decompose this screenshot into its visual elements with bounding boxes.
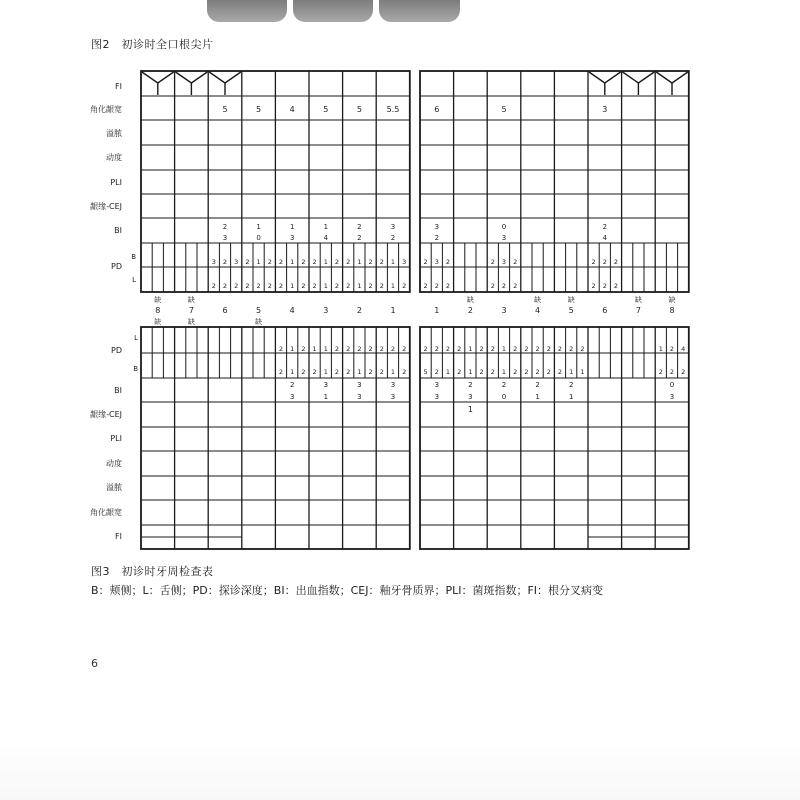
probing-depth-value: 1 (323, 368, 328, 376)
bleeding-index-value: 4 (323, 234, 329, 242)
probing-depth-value: 2 (402, 282, 407, 290)
probing-depth-value: 1 (323, 282, 328, 290)
figure3-caption: 图3 初诊时牙周检查表 (91, 565, 214, 578)
probing-depth-value: 2 (423, 258, 428, 266)
probing-depth-value: 2 (234, 282, 239, 290)
bleeding-index-value: 3 (434, 381, 440, 389)
probing-depth-value: 2 (591, 258, 596, 266)
probing-depth-value: 2 (602, 282, 607, 290)
probing-depth-value: 2 (490, 258, 495, 266)
probing-depth-value: 1 (323, 345, 328, 353)
pd-side-label-l: L (132, 276, 136, 284)
pd-side-label-b: B (133, 365, 138, 373)
probing-depth-value: 2 (357, 345, 362, 353)
probing-depth-value: 3 (434, 258, 439, 266)
lower-row-label: FI (115, 532, 122, 541)
probing-depth-value: 2 (434, 368, 439, 376)
fi-furcation-mark (142, 72, 174, 83)
bleeding-index-value: 3 (289, 393, 295, 401)
probing-depth-value: 2 (245, 258, 250, 266)
probing-depth-value: 1 (501, 345, 507, 353)
probing-depth-value: 4 (681, 345, 686, 353)
probing-depth-value: 2 (457, 368, 462, 376)
probing-depth-value: 2 (591, 282, 596, 290)
keratinized-gingiva-value: 5 (323, 105, 329, 114)
bleeding-index-value: 4 (602, 234, 608, 242)
keratinized-gingiva-value: 5 (256, 105, 262, 114)
lower-row-label: PLI (110, 434, 122, 443)
probing-depth-value: 2 (613, 282, 619, 290)
fi-furcation-mark (623, 72, 655, 83)
fi-furcation-mark (209, 72, 241, 83)
keratinized-gingiva-value: 5.5 (386, 105, 400, 114)
probing-depth-value: 1 (569, 368, 574, 376)
bleeding-index-value: 3 (434, 223, 440, 231)
probing-depth-value: 1 (468, 345, 473, 353)
tooth-number: 7 (188, 306, 194, 315)
upper-row-label: PD (111, 262, 122, 271)
bleeding-index-value: 0 (501, 393, 507, 401)
probing-depth-value: 2 (346, 345, 351, 353)
bleeding-index-value: 0 (669, 381, 675, 389)
keratinized-gingiva-value: 5 (222, 105, 228, 114)
probing-depth-value: 1 (290, 345, 295, 353)
upper-row-label: 角化龈宽 (90, 105, 122, 114)
upper-row-label: FI (115, 82, 122, 91)
probing-depth-value: 2 (513, 345, 518, 353)
probing-depth-value: 2 (301, 368, 306, 376)
tooth-number: 6 (602, 306, 608, 315)
fi-furcation-mark (656, 72, 688, 83)
probing-depth-value: 2 (457, 345, 462, 353)
probing-depth-value: 2 (312, 368, 317, 376)
lower-row-label: 龈缘-CEJ (90, 410, 122, 419)
bleeding-index-value: 3 (390, 223, 396, 231)
tooth-number: 2 (356, 306, 362, 315)
bleeding-index-value: 3 (357, 393, 362, 401)
missing-tooth-mark: 缺 (466, 296, 474, 304)
probing-depth-value: 1 (445, 368, 451, 376)
probing-depth-value: 2 (490, 282, 495, 290)
tooth-number: 1 (390, 306, 396, 315)
probing-depth-value: 2 (490, 368, 495, 376)
probing-depth-value: 1 (357, 368, 362, 376)
tooth-number: 5 (256, 306, 262, 315)
missing-tooth-mark: 缺 (255, 318, 263, 326)
keratinized-gingiva-value: 6 (434, 105, 440, 114)
probing-depth-value: 2 (222, 258, 228, 266)
probing-depth-value: 2 (278, 258, 284, 266)
tooth-number: 4 (535, 306, 541, 315)
tooth-number: 3 (323, 306, 329, 315)
probing-depth-value: 2 (445, 258, 451, 266)
probing-depth-value: 1 (357, 282, 362, 290)
probing-depth-value: 2 (434, 345, 439, 353)
probing-depth-value: 2 (557, 368, 563, 376)
bleeding-index-value: 3 (222, 234, 228, 242)
probing-depth-value: 2 (368, 258, 373, 266)
lower-row-label: 角化龈宽 (90, 508, 122, 517)
tooth-number: 5 (568, 306, 574, 315)
probing-depth-value: 1 (390, 258, 396, 266)
bleeding-index-value: 2 (390, 234, 396, 242)
pd-side-label-b: B (131, 253, 136, 261)
probing-depth-value: 1 (290, 282, 295, 290)
upper-row-label: PLI (110, 178, 122, 187)
probing-depth-value: 2 (346, 282, 351, 290)
probing-depth-value: 2 (312, 282, 317, 290)
bleeding-index-value: 2 (357, 223, 362, 231)
probing-depth-value: 1 (290, 258, 295, 266)
probing-depth-value: 2 (513, 368, 518, 376)
keratinized-gingiva-value: 5 (356, 105, 362, 114)
bleeding-index-value: 2 (289, 381, 295, 389)
bleeding-index-value: 3 (289, 234, 295, 242)
bleeding-index-value: 2 (535, 381, 540, 389)
probing-depth-value: 2 (513, 282, 518, 290)
probing-depth-value: 2 (423, 345, 428, 353)
bleeding-index-value: 2 (501, 381, 507, 389)
lower-row-label: 动度 (106, 459, 122, 468)
probing-depth-value: 2 (479, 368, 484, 376)
bleeding-index-value: 2 (222, 223, 228, 231)
bleeding-index-value: 2 (357, 234, 362, 242)
fi-furcation-mark (176, 72, 208, 83)
keratinized-gingiva-value: 5 (501, 105, 507, 114)
probing-depth-value: 2 (379, 258, 384, 266)
tooth-number: 2 (467, 306, 473, 315)
probing-depth-value: 5 (423, 368, 428, 376)
probing-depth-value: 1 (290, 368, 295, 376)
keratinized-gingiva-value: 4 (289, 105, 295, 114)
upper-row-label: 动度 (106, 153, 122, 162)
probing-depth-value: 1 (312, 345, 317, 353)
probing-depth-value: 2 (245, 282, 250, 290)
bleeding-index-value: 1 (535, 393, 540, 401)
probing-depth-value: 2 (334, 258, 340, 266)
probing-depth-value: 3 (234, 258, 239, 266)
bleeding-index-value: 3 (390, 393, 396, 401)
probing-depth-value: 1 (390, 368, 396, 376)
probing-depth-value: 2 (513, 258, 518, 266)
probing-depth-value: 2 (278, 345, 284, 353)
bleeding-index-value: 3 (434, 393, 440, 401)
missing-tooth-mark: 缺 (634, 296, 642, 304)
probing-depth-value: 1 (468, 368, 473, 376)
probing-depth-value: 2 (368, 368, 373, 376)
probing-depth-value: 3 (211, 258, 216, 266)
probing-depth-value: 2 (445, 345, 451, 353)
probing-depth-value: 2 (334, 345, 340, 353)
probing-depth-value: 2 (423, 282, 428, 290)
tooth-number: 4 (289, 306, 295, 315)
bleeding-index-value: 3 (390, 381, 396, 389)
probing-depth-value: 2 (546, 345, 551, 353)
probing-depth-value: 2 (557, 345, 563, 353)
probing-depth-value: 1 (357, 258, 362, 266)
missing-tooth-mark: 缺 (567, 296, 575, 304)
probing-depth-value: 2 (346, 368, 351, 376)
missing-tooth-mark: 缺 (154, 318, 162, 326)
bleeding-index-value: 1 (323, 393, 329, 401)
probing-depth-value: 2 (402, 368, 407, 376)
probing-depth-value: 2 (256, 282, 261, 290)
pd-side-label-l: L (134, 334, 138, 342)
missing-tooth-mark: 缺 (187, 318, 195, 326)
upper-row-label: 溢脓 (106, 129, 122, 138)
lower-row-label: BI (114, 386, 122, 395)
bleeding-index-value: 2 (434, 234, 440, 242)
bleeding-index-value: 3 (357, 381, 362, 389)
probing-depth-value: 2 (445, 282, 451, 290)
page-number: 6 (91, 657, 98, 670)
bleeding-index-value: 0 (501, 223, 507, 231)
probing-depth-value: 2 (334, 368, 340, 376)
missing-tooth-mark: 缺 (187, 296, 195, 304)
fi-furcation-mark (589, 72, 621, 83)
cej-value: 1 (467, 405, 473, 414)
probing-depth-value: 2 (267, 282, 272, 290)
probing-depth-value: 2 (211, 282, 216, 290)
probing-depth-value: 2 (569, 345, 574, 353)
probing-depth-value: 2 (434, 282, 439, 290)
probing-depth-value: 2 (402, 345, 407, 353)
probing-depth-value: 2 (379, 345, 384, 353)
upper-row-label: 龈缘-CEJ (90, 202, 122, 211)
probing-depth-value: 2 (346, 258, 351, 266)
tooth-number: 1 (434, 306, 440, 315)
bleeding-index-value: 2 (602, 223, 608, 231)
probing-depth-value: 1 (580, 368, 585, 376)
probing-depth-value: 2 (278, 368, 284, 376)
bleeding-index-value: 1 (256, 223, 261, 231)
probing-depth-value: 2 (334, 282, 340, 290)
probing-depth-value: 2 (669, 345, 675, 353)
keratinized-gingiva-value: 3 (602, 105, 608, 114)
legend-text: B：颊侧；L：舌侧；PD：探诊深度；BI：出血指数；CEJ：釉牙骨质界；PLI：菌斑指数；FI：根分叉病变 (91, 584, 604, 597)
upper-row-label: BI (114, 226, 122, 235)
probing-depth-value: 2 (301, 282, 306, 290)
bleeding-index-value: 2 (568, 381, 574, 389)
probing-depth-value: 2 (390, 345, 396, 353)
bleeding-index-value: 1 (289, 223, 295, 231)
bleeding-index-value: 0 (256, 234, 261, 242)
probing-depth-value: 2 (368, 282, 373, 290)
probing-depth-value: 2 (301, 345, 306, 353)
probing-depth-value: 2 (490, 345, 495, 353)
probing-depth-value: 2 (368, 345, 373, 353)
probing-depth-value: 2 (535, 368, 540, 376)
bleeding-index-value: 3 (468, 393, 473, 401)
figure2-caption: 图2 初诊时全口根尖片 (91, 38, 214, 51)
probing-depth-value: 2 (312, 258, 317, 266)
tooth-number: 6 (222, 306, 228, 315)
probing-depth-value: 2 (546, 368, 551, 376)
probing-depth-value: 1 (390, 282, 396, 290)
bleeding-index-value: 2 (468, 381, 473, 389)
tooth-number: 3 (501, 306, 507, 315)
bleeding-index-value: 3 (501, 234, 507, 242)
page-bottom (0, 745, 800, 800)
probing-depth-value: 2 (379, 368, 384, 376)
probing-depth-value: 1 (658, 345, 663, 353)
probing-depth-value: 2 (602, 258, 607, 266)
probing-depth-value: 2 (524, 345, 529, 353)
bleeding-index-value: 1 (323, 223, 329, 231)
probing-depth-value: 2 (267, 258, 272, 266)
probing-depth-value: 2 (681, 368, 686, 376)
probing-depth-value: 2 (580, 345, 585, 353)
bleeding-index-value: 1 (568, 393, 574, 401)
probing-depth-value: 2 (669, 368, 675, 376)
probing-depth-value: 2 (535, 345, 540, 353)
probing-depth-value: 2 (379, 282, 384, 290)
lower-row-label: 溢脓 (106, 483, 122, 492)
probing-depth-value: 2 (301, 258, 306, 266)
probing-depth-value: 1 (323, 258, 328, 266)
tooth-number: 8 (155, 306, 161, 315)
probing-depth-value: 2 (479, 345, 484, 353)
probing-depth-value: 2 (658, 368, 663, 376)
probing-depth-value: 2 (501, 282, 507, 290)
missing-tooth-mark: 缺 (668, 296, 676, 304)
probing-depth-value: 3 (501, 258, 507, 266)
probing-depth-value: 1 (256, 258, 261, 266)
lower-row-label: PD (111, 346, 122, 355)
tooth-number: 8 (669, 306, 675, 315)
probing-depth-value: 2 (524, 368, 529, 376)
bleeding-index-value: 3 (323, 381, 329, 389)
bleeding-index-value: 3 (669, 393, 675, 401)
probing-depth-value: 1 (501, 368, 507, 376)
tooth-number: 7 (635, 306, 641, 315)
missing-tooth-mark: 缺 (154, 296, 162, 304)
probing-depth-value: 2 (222, 282, 228, 290)
probing-depth-value: 2 (613, 258, 619, 266)
probing-depth-value: 3 (402, 258, 407, 266)
probing-depth-value: 2 (278, 282, 284, 290)
missing-tooth-mark: 缺 (534, 296, 542, 304)
